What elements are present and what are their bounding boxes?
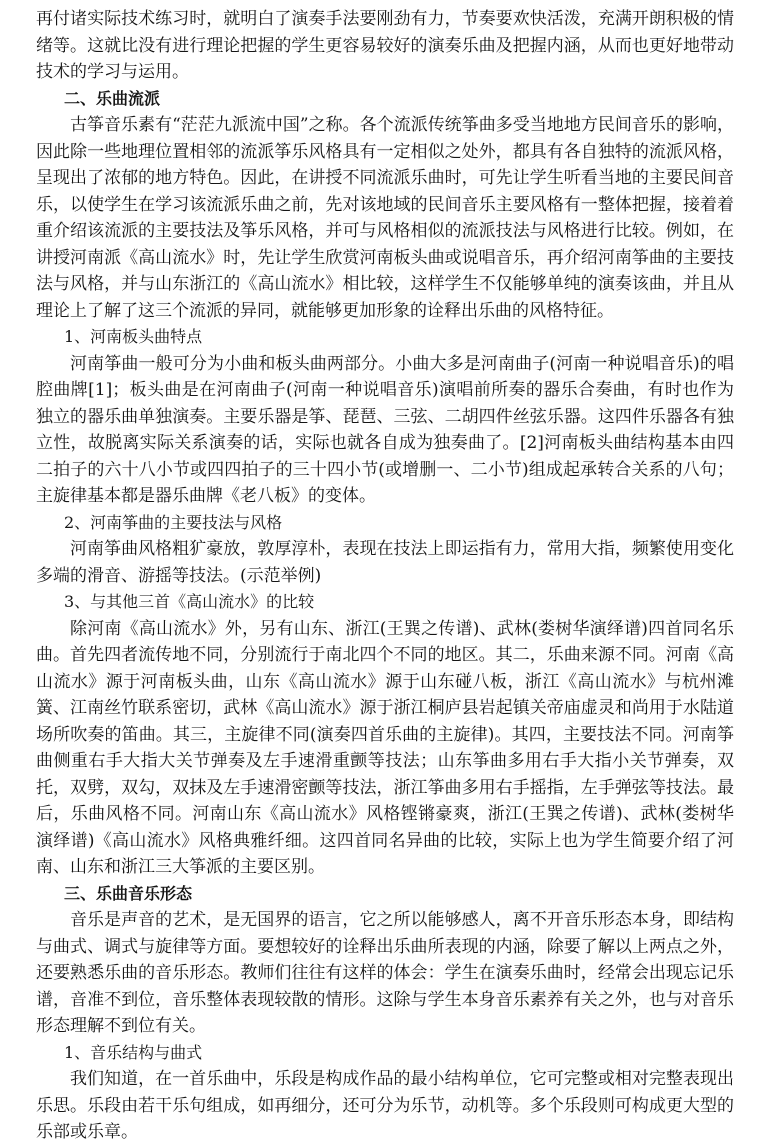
body-paragraph: 河南筝曲一般可分为小曲和板头曲两部分。小曲大多是河南曲子(河南一种说唱音乐)的唱腔曲牌[1]；板头曲是在河南曲子(河南一种说唱音乐)演唱前所奏的器乐合奏曲，有时也作为独立的器乐曲单独演奏。主要乐器是筝、琵琶、三弦、二胡四件丝弦乐器。这四件乐器各有独立性，故脱离实际关系演奏的话，实际也就各自成为独奏曲了。[2]河南板头曲结构基本由四二拍子的六十八小节或四四拍子的三十四小节(或增删一、二小节)组成起承转合关系的八句；主旋律基本都是器乐曲牌《老八板》的变体。 — [36, 353, 734, 506]
body-paragraph: 再付诸实际技术练习时，就明白了演奏手法要刚劲有力，节奏要欢快活泼，充满开朗积极的情绪等。这就比没有进行理论把握的学生更容易较好的演奏乐曲及把握内涵，从而也更好地带动技术的学习与运用。 — [36, 9, 734, 82]
body-paragraph: 我们知道，在一首乐曲中，乐段是构成作品的最小结构单位，它可完整或相对完整表现出乐思。乐段由若干乐句组成，如再细分，还可分为乐节，动机等。多个乐段则可构成更大型的乐部或乐章。 — [36, 1069, 734, 1142]
section-heading: 三、乐曲音乐形态 — [64, 883, 193, 903]
subsection-heading: 1、音乐结构与曲式 — [64, 1042, 203, 1062]
body-paragraph: 古筝音乐素有“茫茫九派流中国”之称。各个流派传统筝曲多受当地地方民间音乐的影响，因此除一些地理位置相邻的流派筝乐风格具有一定相似之处外，都具有各自独特的流派风格，呈现出了浓郁的地方特色。因此，在讲授不同流派乐曲时，可先让学生听看当地的主要民间音乐，以使学生在学习该流派乐曲之前，先对该地域的民间音乐主要风格有一整体把握，接着着重介绍该流派的主要技法及筝乐风格，并可与风格相似的流派技法与风格进行比较。例如，在讲授河南派《高山流水》时，先让学生欣赏河南板头曲或说唱音乐，再介绍河南筝曲的主要技法与风格，并与山东浙江的《高山流水》相比较，这样学生不仅能够单纯的演奏该曲，并且从理论上了解了这三个流派的异同，就能够更加形象的诠释出乐曲的风格特征。 — [36, 115, 734, 321]
subsection-heading: 3、与其他三首《高山流水》的比较 — [64, 592, 315, 611]
subsection-heading: 1、河南板头曲特点 — [64, 327, 203, 346]
body-paragraph: 河南筝曲风格粗犷豪放，敦厚淳朴，表现在技法上即运指有力，常用大指，频繁使用变化多端的滑音、游摇等技法。(示范举例) — [36, 539, 734, 586]
body-paragraph: 除河南《高山流水》外，另有山东、浙江(王巽之传谱)、武林(娄树华演绎谱)四首同名乐曲。首先四者流传地不同，分别流行于南北四个不同的地区。其二，乐曲来源不同。河南《高山流水》源于河南板头曲，山东《高山流水》源于山东碰八板，浙江《高山流水》与杭州滩簧、江南丝竹联系密切，武林《高山流水》源于浙江桐庐县岩起镇关帝庙虚灵和尚用于水陆道场所吹奏的笛曲。其三，主旋律不同(演奏四首乐曲的主旋律)。其四，主要技法不同。河南筝曲侧重右手大指大关节弹奏及左手速滑重颤等技法；山东筝曲多用右手大指小关节弹奏，双托，双劈，双勾，双抹及左手速滑密颤等技法，浙江筝曲多用右手摇指，左手弹弦等技法。最后，乐曲风格不同。河南山东《高山流水》风格铿锵豪爽，浙江(王巽之传谱)、武林(娄树华演绎谱)《高山流水》风格典雅纤细。这四首同名异曲的比较，实际上也为学生简要介绍了河南、山东和浙江三大筝派的主要区别。 — [36, 618, 734, 877]
subsection-heading: 2、河南筝曲的主要技法与风格 — [64, 512, 283, 532]
section-heading: 二、乐曲流派 — [64, 88, 161, 108]
body-paragraph: 音乐是声音的艺术，是无国界的语言，它之所以能够感人，离不开音乐形态本身，即结构与曲式、调式与旋律等方面。要想较好的诠释出乐曲所表现的内涵，除要了解以上两点之外，还要熟悉乐曲的音乐形态。教师们往往有这样的体会：学生在演奏乐曲时，经常会出现忘记乐谱，音准不到位，音乐整体表现较散的情形。这除与学生本身音乐素养有关之外，也与对音乐形态理解不到位有关。 — [36, 910, 734, 1036]
